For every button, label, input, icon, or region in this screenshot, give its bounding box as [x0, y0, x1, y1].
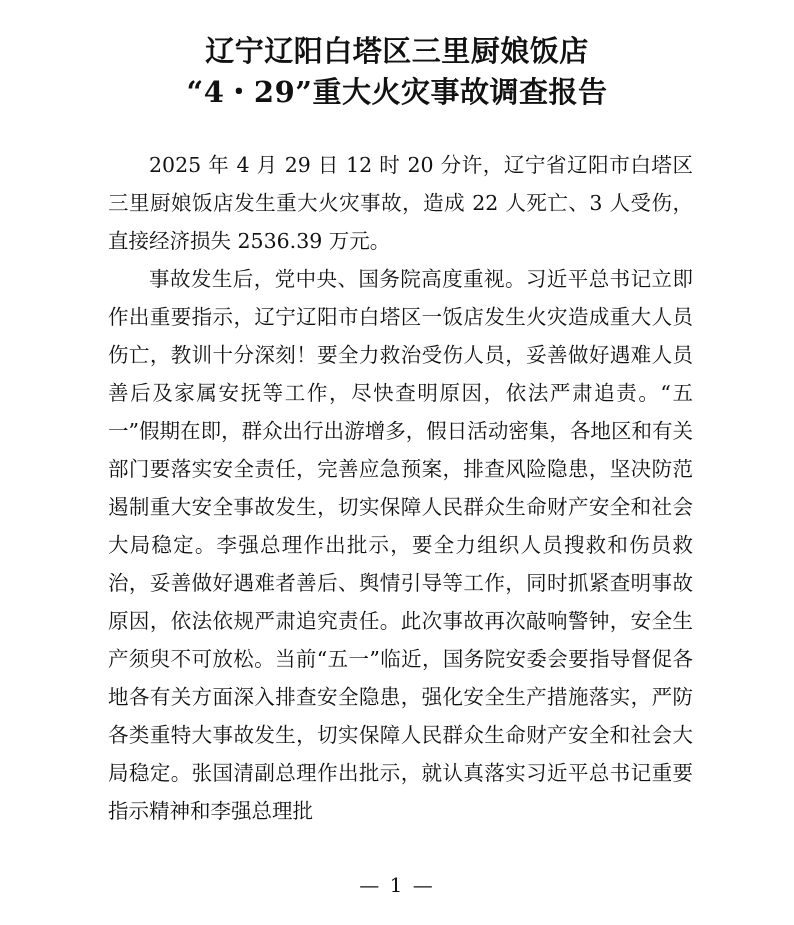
- page-number: — 1 —: [359, 873, 435, 897]
- document-title: [0, 31, 794, 113]
- paragraph-2: 事故发生后，党中央、国务院高度重视。习近平总书记立即作出重要指示，辽宁辽阳市白塔区一饭店发生火灾造成重大人员伤亡，教训十分深刻！要全力救治受伤人员，妥善做好遇难人员善后及家属安抚等工作，尽快查明原因，依法严肃追责。“五一”假期在即，群众出行出游增多，假日活动密集，各地区和有关部门要落实安全责任，完善应急预案，排查风险隐患，坚决防范遏制重大安全事故发生，切实保障人民群众生命财产安全和社会大局稳定。李强总理作出批示，要全力组织人员搜救和伤员救治，妥善做好遇难者善后、舆情引导等工作，同时抓紧查明事故原因，依法依规严肃追究责任。此次事故再次敲响警钟，安全生产须臾不可放松。当前“五一”临近，国务院安委会要指导督促各地各有关方面深入排查安全隐患，强化安全生产措施落实，严防各类重特大事故发生，切实保障人民群众生命财产安全和社会大局稳定。张国清副总理作出批示，就认真落实习近平总书记重要指示精神和李强总理批: [108, 267, 693, 823]
- document-body: [108, 146, 693, 830]
- title-line-2: “4・29”重大火灾事故调查报告: [186, 75, 608, 109]
- title-line-1: 辽宁辽阳白塔区三里厨娘饭店: [205, 34, 589, 68]
- paragraph-1: 2025 年 4 月 29 日 12 时 20 分许，辽宁省辽阳市白塔区三里厨娘饭店发生重大火灾事故，造成 22 人死亡、3 人受伤，直接经济损失 2536.39 万元。: [108, 153, 693, 253]
